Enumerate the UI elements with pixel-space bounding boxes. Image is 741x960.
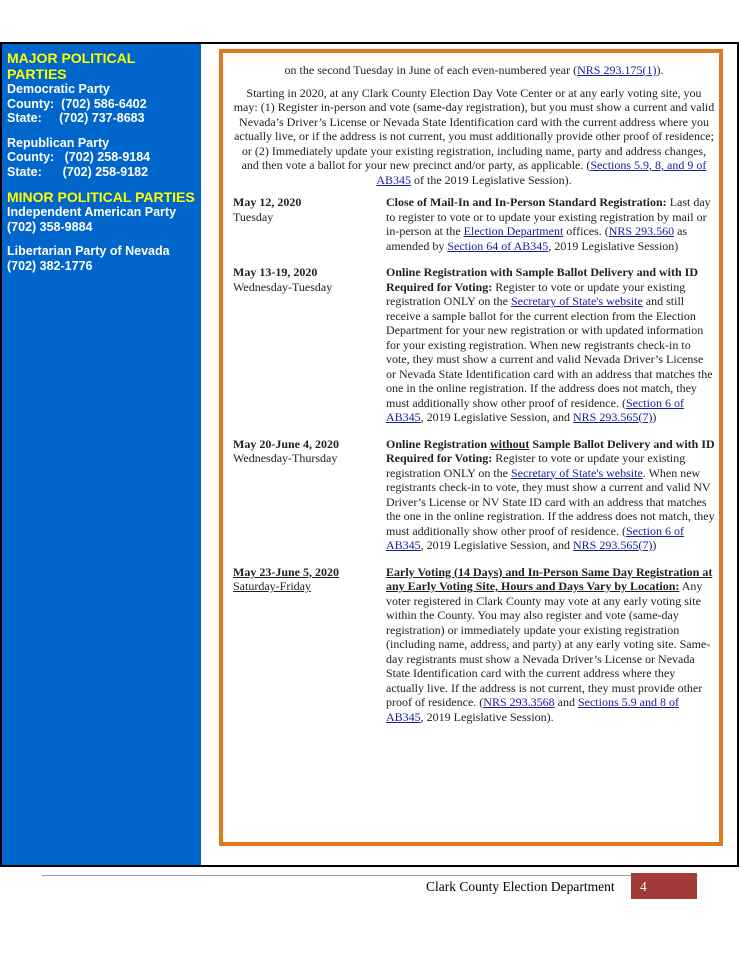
republican-state-row: State: (702) 258-9182 — [7, 164, 149, 179]
republican-county-phone: (702) 258-9184 — [64, 150, 151, 164]
entry-day: Tuesday — [233, 209, 274, 224]
entry-date: May 12, 2020 — [233, 195, 302, 209]
secretary-of-state-link[interactable]: Secretary of State's website — [511, 294, 643, 308]
libertarian-party-name: Libertarian Party of Nevada — [7, 244, 170, 258]
section-6-ab345-link[interactable]: Section 6 of AB345 — [386, 395, 684, 424]
entry-title: Early Voting (14 Days) and In-Person Same Day Registration at any Early Voting Site, Hours and Days Vary by Location: — [386, 564, 713, 593]
entry-description: Close of Mail-In and In-Person Standard Registration: Last day to register to vote or to update your existing registration by mail or in-person at the Election Department offices. (NRS 293.560 as amended by Section 64 of AB345, 2019 Legislative Session) — [386, 195, 711, 253]
section-6-ab345-link[interactable]: Section 6 of AB345 — [386, 523, 684, 552]
entry-day: Saturday-Friday — [233, 579, 311, 593]
registration-dates-panel — [219, 49, 723, 846]
democratic-party-name: Democratic Party — [7, 82, 110, 96]
democratic-state-row: State: (702) 737-8683 — [7, 111, 145, 125]
independent-party-phone: (702) 358-9884 — [7, 219, 93, 234]
entry-day: Wednesday-Thursday — [233, 451, 338, 465]
ab345-sections-link[interactable]: Sections 5.9, 8, and 9 of AB345 — [376, 158, 707, 187]
entry-description: Early Voting (14 Days) and In-Person Same Day Registration at any Early Voting Site, Hours and Days Vary by Location: Any voter registered in Clark County may vote at any early voting site within the County. You may also register and vote (same-day registration) or immediately update your existing registration (including name, address, and party) at any early voting site. Same-day registrants must show a Nevada Driver’s License or Nevada State Identification card with the current address where they actually live. If the address is not current, they must provide other proof of residence. (NRS 293.3568 and Sections 5.9 and 8 of AB345, 2019 Legislative Session). — [386, 564, 713, 724]
libertarian-party-phone: (702) 382-1776 — [7, 258, 93, 273]
entry-online-registration-without-ballot — [223, 437, 719, 553]
party-contacts-sidebar — [2, 44, 201, 865]
entry-title: Online Registration without Sample Ballot Delivery and with ID Required for Voting: — [386, 436, 715, 465]
footer-divider — [42, 875, 698, 876]
entry-close-of-registration — [223, 195, 719, 253]
entry-date: May 23-June 5, 2020 — [233, 564, 339, 579]
election-department-link[interactable]: Election Department — [463, 224, 564, 238]
republican-party-name: Republican Party — [7, 135, 110, 150]
entry-description: Online Registration without Sample Ballot Delivery and with ID Required for Voting: Register to vote or update your existing registration ONLY on the Secretary of State's website. When new registrants check-in to vote, they must show a current and valid NV Driver’s License or NV State ID card with an address that matches the one in the online registration. If the address does not match, they must additionally show other proof of residence. (Section 6 of AB345, 2019 Legislative Session, and NRS 293.565(7)) — [386, 436, 715, 552]
entry-description: Online Registration with Sample Ballot Delivery and with ID Required for Voting: Register to vote or update your existing registration ONLY on the Secretary of State's website and still receive a sample ballot for the current election from the Election Department for your new registration or with updated information for your existing registration. When new registrants check-in to vote, they must show a current and valid Nevada Driver’s License or Nevada State Identification card with an address that matches the one in the online registration. If the address does not match, they must additionally show other proof of residence. (Section 6 of AB345, 2019 Legislative Session, and NRS 293.565(7)) — [386, 265, 713, 424]
independent-party-name: Independent American Party — [7, 205, 177, 219]
democratic-state-phone: (702) 737-8683 — [59, 111, 145, 125]
nrs-293-565-link[interactable]: NRS 293.565(7) — [573, 538, 653, 552]
minor-parties-heading: MINOR POLITICAL PARTIES — [7, 189, 195, 205]
intro-section — [223, 53, 719, 187]
entry-day: Wednesday-Tuesday — [233, 279, 333, 294]
page-number: 4 — [631, 873, 697, 899]
entry-title: Online Registration with Sample Ballot Delivery and with ID Required for Voting: — [386, 265, 699, 294]
nrs-293-565-link[interactable]: NRS 293.565(7) — [573, 410, 653, 424]
major-parties-heading: MAJOR POLITICAL PARTIES — [7, 50, 136, 82]
nrs-293-3568-link[interactable]: NRS 293.3568 — [483, 695, 555, 709]
entry-date: May 13-19, 2020 — [233, 265, 318, 279]
entry-early-voting — [223, 565, 719, 725]
sections-5-9-and-8-ab345-link[interactable]: Sections 5.9 and 8 of AB345 — [386, 695, 679, 724]
entry-online-registration-with-ballot — [223, 265, 719, 425]
entry-title: Close of Mail-In and In-Person Standard Registration: — [386, 195, 667, 209]
footer-department: Clark County Election Department — [426, 879, 615, 894]
secretary-of-state-link[interactable]: Secretary of State's website — [511, 465, 643, 480]
section-64-ab345-link[interactable]: Section 64 of AB345 — [447, 238, 549, 253]
republican-state-phone: (702) 258-9182 — [62, 164, 149, 179]
entry-date: May 20-June 4, 2020 — [233, 436, 339, 451]
republican-county-row: County: (702) 258-9184 — [7, 150, 151, 164]
democratic-county-row: County: (702) 586-6402 — [7, 96, 147, 111]
nrs-293-560-link[interactable]: NRS 293.560 — [608, 224, 675, 238]
nrs-293-175-link[interactable]: NRS 293.175(1) — [577, 63, 657, 77]
intro-paragraph-1: on the second Tuesday in June of each even-numbered year (NRS 293.175(1)). — [284, 63, 664, 77]
intro-paragraph-2: Starting in 2020, at any Clark County Election Day Vote Center or at any early voting site, you may: (1) Register in-person and vote (same-day registration), but you must show a current and valid Nevada’s Driver’s License or Nevada State Identification card with the current address where you actually live, or if the address is not current, you must additionally provide other proof of residence; or (2) Immediately update your existing registration, including name, party and address changes, and then vote a ballot for your new precinct and/or party, as applicable. (Sections 5.9, 8, and 9 of AB345 of the 2019 Legislative Session). — [233, 85, 715, 187]
democratic-county-phone: (702) 586-6402 — [61, 96, 147, 111]
